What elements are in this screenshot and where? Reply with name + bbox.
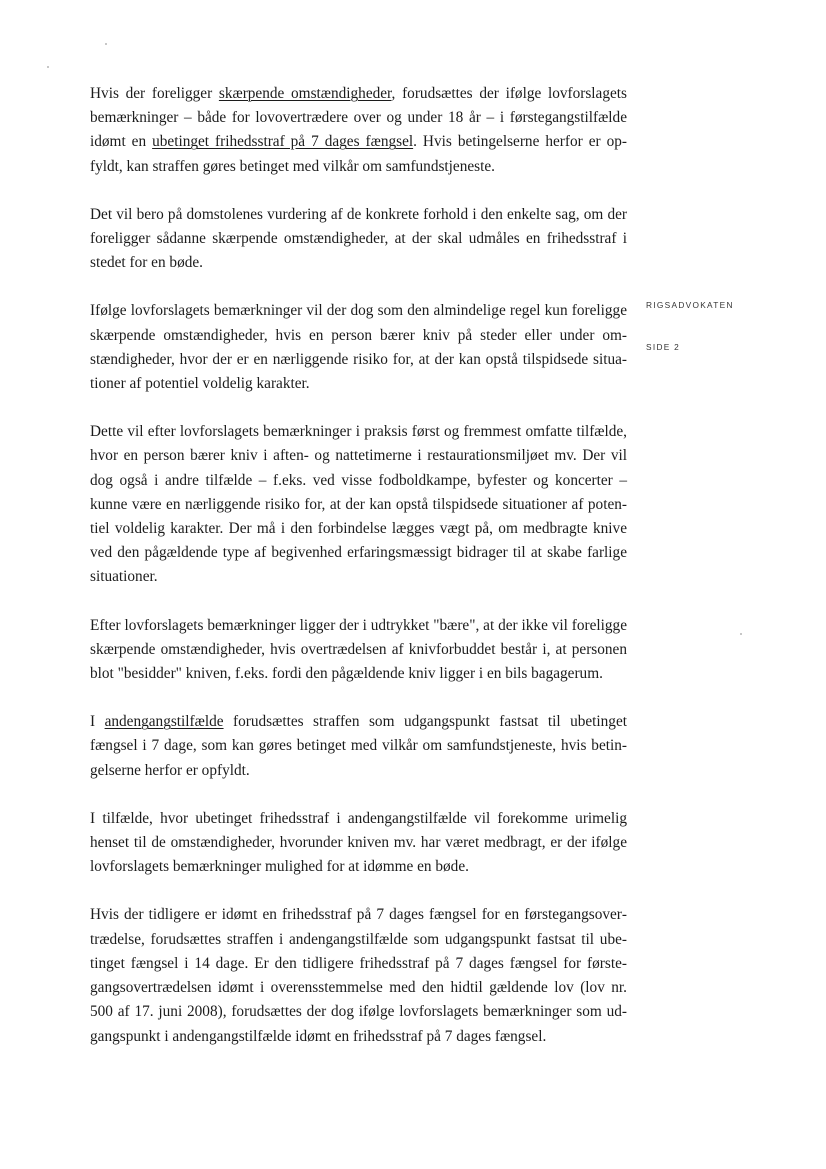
document-body [90, 82, 627, 1073]
paragraph-text: forudsættes straffen som udgangspunkt fastsat til ubetinget fængsel i 7 dage, som kan gøres betinget med vilkår om samfundstjeneste, hvis betingelserne herfor er opfyldt. [90, 713, 627, 779]
paragraph-text: I [90, 713, 105, 731]
paragraph-text: Dette vil efter lovforslagets bemærkninger i praksis først og fremmest omfatte tilfælde, hvor en person bærer kniv i aften- og nattetimerne i restaurationsmiljøet mv. Der vil dog også i andre tilfælde – f.eks. ved visse fodboldkampe, byfester og koncerter – kunne være en nærliggende risiko for, at der kan opstå tilspidsede situationer af potentiel voldelig karakter. Der må i den forbindelse lægges vægt på, om medbragte knive ved den pågældende type af begivenhed erfaringsmæssigt bidrager til at skabe farlige situationer. [90, 423, 627, 586]
page-number: SIDE 2 [646, 342, 681, 352]
underlined-term: andengangstilfælde [104, 713, 224, 731]
paragraph-text: , forudsættes der ifølge lovforslagets bemærkninger – både for lovovertrædere over og under 18 år – i førstegangstilfælde idømt en [90, 85, 627, 151]
paragraph [90, 420, 627, 589]
paragraph [90, 299, 627, 396]
scan-speck [740, 633, 742, 635]
paragraph-text: I tilfælde, hvor ubetinget frihedsstraf i andengangstilfælde vil forekomme urimelig henset til de omstændigheder, hvorunder kniven mv. har været medbragt, er der ifølge lovforslagets bemærkninger mulighed for at idømme en bøde. [90, 809, 627, 876]
paragraph [90, 903, 627, 1048]
paragraph [90, 614, 627, 687]
paragraph [90, 710, 627, 783]
underlined-term: skærpende omstændigheder [218, 85, 392, 102]
underlined-term: ubetinget frihedsstraf på 7 dages fængsel [152, 133, 414, 151]
paragraph-text: . Hvis betingelserne herfor er opfyldt, kan straffen gøres betinget med vilkår om samfundstjeneste. [90, 133, 627, 175]
paragraph-text: Det vil bero på domstolenes vurdering af de konkrete forhold i den enkelte sag, om der foreligger sådanne skærpende omstændigheder, at der skal udmåles en frihedsstraf i stedet for en bøde. [90, 205, 627, 272]
paragraph-text: Ifølge lovforslagets bemærkninger vil der dog som den almindelige regel kun foreligge skærpende omstændigheder, hvis en person bærer kniv på steder eller under omstændigheder, hvor der er en nærliggende risiko for, at der kan opstå tilspidsede situationer af potentiel voldelig karakter. [90, 302, 627, 393]
paragraph-text: Efter lovforslagets bemærkninger ligger der i udtrykket "bære", at der ikke vil foreligge skærpende omstændigheder, hvis overtrædelsen af knivforbuddet består i, at personen blot "besidder" kniven, f.eks. fordi den pågældende kniv ligger i en bils bagagerum. [90, 616, 627, 683]
paragraph-text: Hvis der foreligger [90, 85, 219, 102]
paragraph [90, 82, 627, 179]
organization-name: RIGSADVOKATEN [646, 300, 734, 310]
paragraph [90, 807, 627, 880]
paragraph [90, 203, 627, 276]
scan-speck [47, 66, 49, 68]
scan-speck [105, 43, 107, 45]
paragraph-text: Hvis der tidligere er idømt en frihedsstraf på 7 dages fængsel for en førstegangsovertrædelse, forudsættes straffen i andengangstilfælde som udgangspunkt fastsat til ubetinget fængsel i 14 dage. Er den tidligere frihedsstraf på 7 dages fængsel for førstegangsovertrædelsen idømt i overensstemmelse med den hidtil gældende lov (lov nr. 500 af 17. juni 2008), forudsættes der dog ifølge lovforslagets bemærkninger som udgangspunkt i andengangstilfælde idømt en frihedsstraf på 7 dages fængsel. [90, 906, 627, 1045]
